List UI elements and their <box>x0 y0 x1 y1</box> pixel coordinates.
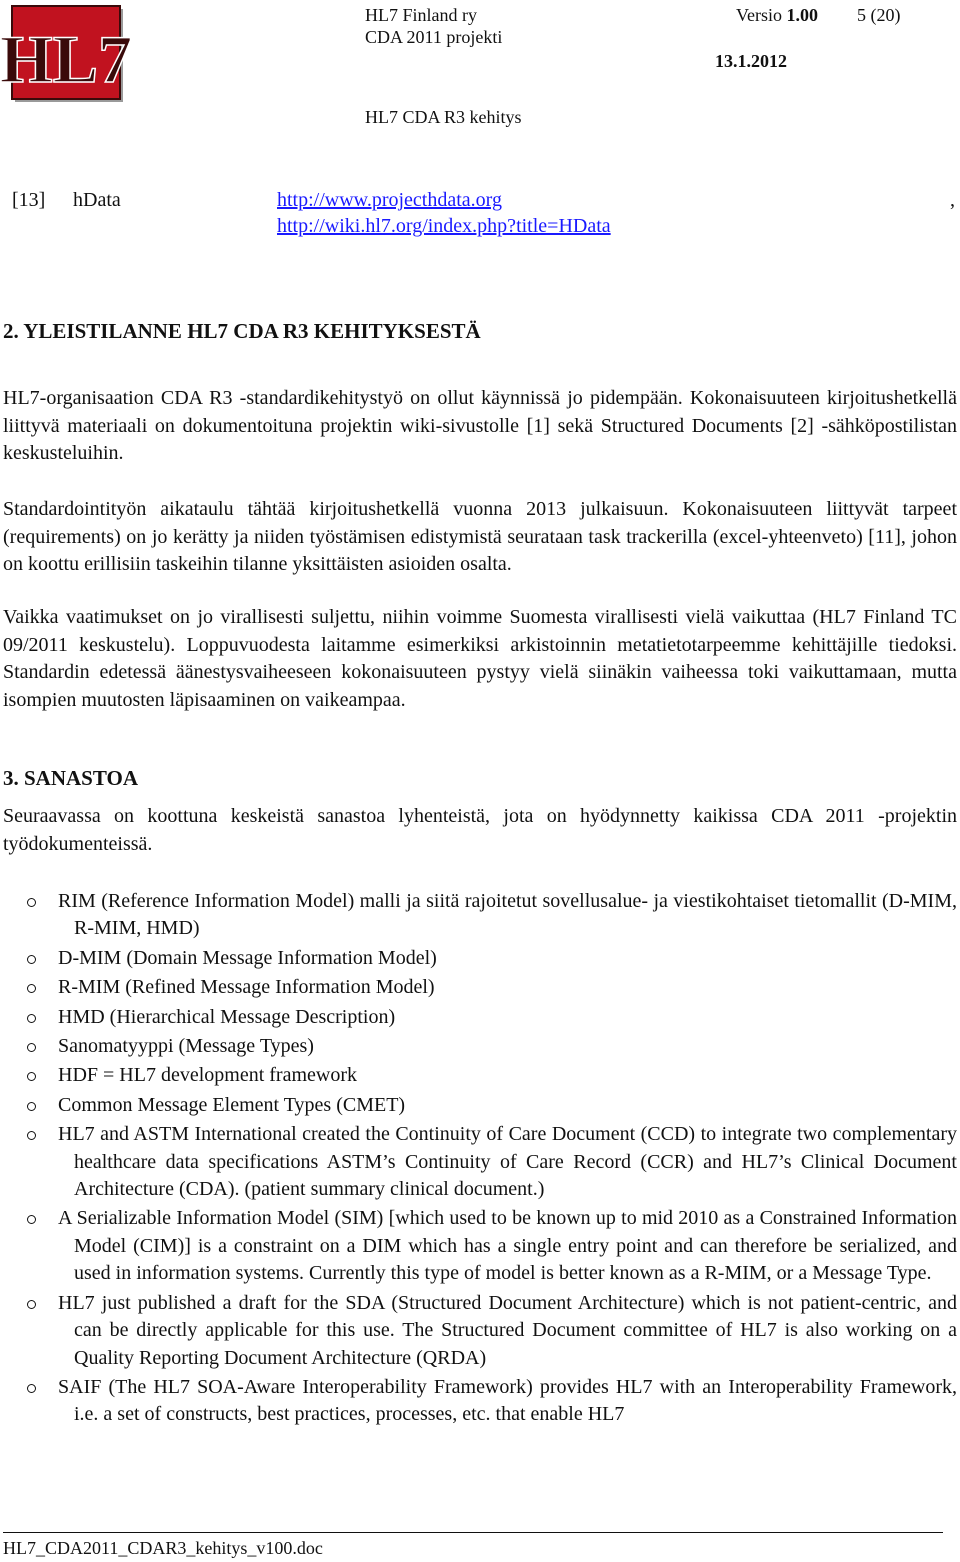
bullet-icon <box>27 1131 36 1140</box>
section-3-heading: 3. SANASTOA <box>3 766 138 790</box>
list-item <box>0 888 958 943</box>
list-item <box>0 1004 958 1031</box>
header-version <box>736 4 818 26</box>
list-item <box>0 1092 958 1119</box>
bullet-icon <box>27 1384 36 1393</box>
reference-number: [13] <box>12 189 46 211</box>
header-doc-title: HL7 CDA R3 kehitys <box>365 107 522 127</box>
bullet-icon <box>27 955 36 964</box>
list-item-text: HDF = HL7 development framework <box>58 1064 357 1087</box>
section-2-heading: 2. YLEISTILANNE HL7 CDA R3 KEHITYKSESTÄ <box>3 319 481 343</box>
list-item <box>0 1374 958 1429</box>
list-item <box>0 1205 958 1287</box>
list-item <box>0 974 958 1001</box>
svg-text:HL7: HL7 <box>0 21 133 97</box>
list-item-text: R-MIM (Refined Message Information Model) <box>58 976 435 999</box>
bullet-icon <box>27 1043 36 1052</box>
bullet-icon <box>27 898 36 907</box>
section-2-paragraph-2: Standardointityön aikataulu tähtää kirjoitushetkellä vuonna 2013 julkaisuun. Kokonaisuuteen liittyvät tarpeet (requirements) on jo kerätty ja niiden työstämisen edistymistä seurataan task trackerilla (excel-yhteenveto) [11], johon on koottu erillisiin taskeihin tilanne yksittäisten asioiden osalta. <box>3 498 957 575</box>
list-item-text: HMD (Hierarchical Message Description) <box>58 1005 396 1028</box>
section-2-paragraph-3: Vaikka vaatimukset on jo virallisesti suljettu, niihin voimme Suomesta virallisesti vielä vaikuttaa (HL7 Finland TC 09/2011 keskustelu). Loppuvuodesta laitamme esimerkiksi arkistoinnin metatietotarpeemme kehittäjille tiedoksi. Standardin edetessä äänestysvaiheeseen kokonaisuuteen pystyy vielä siinäkin vaiheessa toki vaikuttamaan, mutta isompien muutosten läpisaaminen on vaikeampaa. <box>3 606 957 711</box>
list-item-text: RIM (Reference Information Model) malli ja siitä rajoitetut sovellusalue- ja viestikohtaiset tietomallit (D-MIM, R-MIM, HMD) <box>58 890 957 940</box>
reference-link-projecthdata[interactable]: http://www.projecthdata.org <box>277 189 502 211</box>
header-version-label: Versio <box>736 5 787 25</box>
reference-separator: , <box>950 189 955 211</box>
section-3-intro: Seuraavassa on koottuna keskeistä sanastoa lyhenteistä, jota on hyödynnetty kaikissa CDA 2011 -projektin työdokumenteissä. <box>3 805 957 855</box>
list-item <box>0 1121 958 1203</box>
list-item-text: HL7 and ASTM International created the Continuity of Care Document (CCD) to integrate two complementary healthcare data specifications ASTM’s Continuity of Care Record (CCR) and HL7’s Clinical Document Architecture (CDA). (patient summary clinical document.) <box>58 1123 957 1201</box>
list-item <box>0 1290 958 1372</box>
header-version-number: 1.00 <box>786 5 818 25</box>
list-item-text: Common Message Element Types (CMET) <box>58 1093 406 1116</box>
list-item <box>0 1033 958 1060</box>
list-item <box>0 1062 958 1089</box>
glossary-list <box>0 888 958 1431</box>
bullet-icon <box>27 1300 36 1309</box>
header-date: 13.1.2012 <box>715 51 787 71</box>
reference-name: hData <box>73 189 121 211</box>
footer-filename: HL7_CDA2011_CDAR3_kehitys_v100.doc <box>3 1538 323 1558</box>
list-item-text: A Serializable Information Model (SIM) [which used to be known up to mid 2010 as a Constrained Information Model (CIM)] is a constraint on a DIM which has a single entry point and can therefore be serialized, and used in information systems. Currently this type of model is better known as a R-MIM, or a Message Type. <box>58 1207 957 1285</box>
list-item-text: Sanomatyyppi (Message Types) <box>58 1035 314 1058</box>
list-item-text: HL7 just published a draft for the SDA (Structured Document Architecture) which is not patient-centric, and can be directly applicable for this use. The Structured Document committee of HL7 is also working on a Quality Reporting Document Architecture (QRDA) <box>58 1291 957 1369</box>
bullet-icon <box>27 984 36 993</box>
list-item-text: SAIF (The HL7 SOA-Aware Interoperability Framework) provides HL7 with an Interoperability Framework, i.e. a set of constructs, best practices, processes, etc. that enable HL7 <box>58 1375 957 1426</box>
footer-divider <box>3 1532 943 1533</box>
list-item-text: D-MIM (Domain Message Information Model) <box>58 946 437 969</box>
header-project: CDA 2011 projekti <box>365 27 503 47</box>
header-org: HL7 Finland ry <box>365 5 477 25</box>
section-2-paragraph-1: HL7-organisaation CDA R3 -standardikehitystyö on ollut käynnissä jo pidempään. Kokonaisuuteen kirjoitushetkellä liittyvä materiaali on dokumentoituna projektin wiki-sivustolle [1] sekä Structured Documents [2] -sähköpostilistan keskusteluihin. <box>3 387 957 464</box>
list-item <box>0 945 958 972</box>
header-page-number: 5 (20) <box>857 5 901 25</box>
bullet-icon <box>27 1215 36 1224</box>
bullet-icon <box>27 1072 36 1081</box>
bullet-icon <box>27 1102 36 1111</box>
bullet-icon <box>27 1014 36 1023</box>
hl7-logo <box>0 4 133 104</box>
reference-link-hl7-wiki[interactable]: http://wiki.hl7.org/index.php?title=HData <box>277 215 611 237</box>
